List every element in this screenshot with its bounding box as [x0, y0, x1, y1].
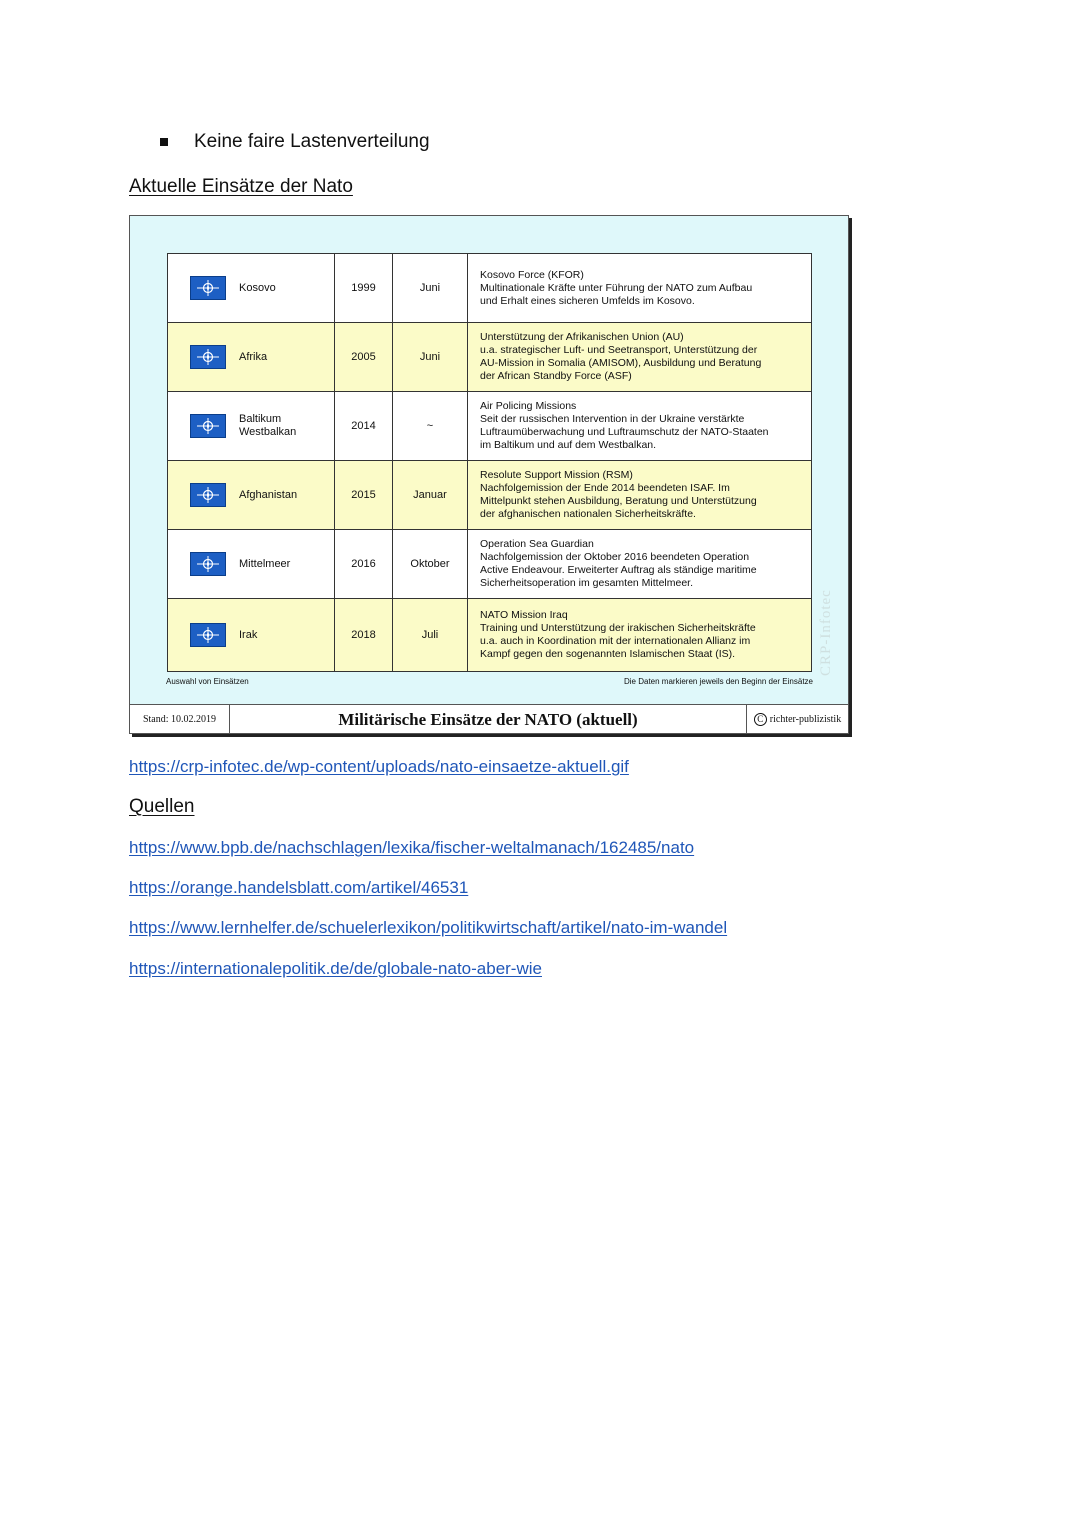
month-cell: Oktober [393, 530, 468, 599]
square-bullet-icon [160, 138, 168, 146]
missions-table [167, 253, 812, 672]
description-cell: Air Policing Missions Seit der russischen Intervention in der Ukraine verstärkte Luftraumüberwachung und Luftraumschutz der NATO-Staaten im Baltikum und auf dem Westbalkan. [468, 392, 812, 461]
figure-panel [130, 216, 848, 704]
figure-title: Militärische Einsätze der NATO (aktuell) [230, 705, 747, 734]
month-cell: Januar [393, 461, 468, 530]
copyright-icon: C [754, 713, 767, 726]
heading-sources: Quellen [129, 796, 195, 817]
copyright-label: C richter-publizistik [747, 705, 848, 734]
region-label: Mittelmeer [239, 557, 291, 570]
description-cell: Kosovo Force (KFOR) Multinationale Kräfte unter Führung der NATO zum Aufbau und Erhalt eines sicheren Umfelds im Kosovo. [468, 254, 812, 323]
region-label: Afghanistan [239, 488, 298, 501]
month-cell: Juni [393, 254, 468, 323]
year-cell: 2018 [335, 599, 393, 672]
nato-flag-icon [190, 276, 226, 300]
month-cell: Juli [393, 599, 468, 672]
watermark: CRP-Infotec [818, 589, 834, 676]
table-row [168, 254, 812, 323]
region-cell [168, 599, 335, 672]
figure-footer [130, 704, 848, 734]
region-label: Kosovo [239, 281, 276, 294]
region-cell [168, 323, 335, 392]
month-cell: ~ [393, 392, 468, 461]
nato-flag-icon [190, 345, 226, 369]
stand-date: Stand: 10.02.2019 [130, 705, 230, 734]
year-cell: 2005 [335, 323, 393, 392]
description-cell: Operation Sea Guardian Nachfolgemission der Oktober 2016 beendeten Operation Active Endeavour. Erweiterter Auftrag als ständige maritime Sicherheitsoperation im gesamten Mittelmeer. [468, 530, 812, 599]
table-row [168, 323, 812, 392]
nato-flag-icon [190, 483, 226, 507]
month-cell: Juni [393, 323, 468, 392]
source-link[interactable]: https://www.lernhelfer.de/schuelerlexikon/politikwirtschaft/artikel/nato-im-wandel [129, 918, 728, 937]
image-source-link[interactable]: https://crp-infotec.de/wp-content/uploads/nato-einsaetze-aktuell.gif [129, 757, 629, 776]
description-cell: Unterstützung der Afrikanischen Union (AU) u.a. strategischer Luft- und Seetransport, Unterstützung der AU-Mission in Somalia (AMISOM), Ausbildung und Beratung der African Standby Force (ASF) [468, 323, 812, 392]
selection-note: Auswahl von Einsätzen [166, 677, 249, 686]
region-cell [168, 254, 335, 323]
bullet-text: Keine faire Lastenverteilung [194, 131, 430, 152]
region-label: Irak [239, 628, 258, 641]
nato-flag-icon [190, 414, 226, 438]
description-cell: NATO Mission Iraq Training und Unterstützung der irakischen Sicherheitskräfte u.a. auch in Koordination mit der internationalen Allianz im Kampf gegen den sogenannten Islamischen Staat (IS). [468, 599, 812, 672]
region-label: Baltikum Westbalkan [239, 413, 297, 438]
nato-flag-icon [190, 623, 226, 647]
nato-missions-figure [129, 215, 849, 734]
table-row [168, 530, 812, 599]
bullet-item [160, 131, 430, 153]
description-cell: Resolute Support Mission (RSM) Nachfolgemission der Ende 2014 beendeten ISAF. Im Mittelpunkt stehen Ausbildung, Beratung und Unterstützung der afghanischen nationalen Sicherheitskräfte. [468, 461, 812, 530]
source-link[interactable]: https://orange.handelsblatt.com/artikel/46531 [129, 878, 469, 897]
dates-note: Die Daten markieren jeweils den Beginn der Einsätze [624, 677, 813, 686]
source-link[interactable]: https://www.bpb.de/nachschlagen/lexika/fischer-weltalmanach/162485/nato [129, 838, 695, 857]
region-cell [168, 392, 335, 461]
table-row [168, 392, 812, 461]
table-row [168, 599, 812, 672]
year-cell: 2016 [335, 530, 393, 599]
year-cell: 1999 [335, 254, 393, 323]
nato-flag-icon [190, 552, 226, 576]
source-link[interactable]: https://internationalepolitik.de/de/globale-nato-aber-wie [129, 959, 542, 978]
table-row [168, 461, 812, 530]
region-cell [168, 530, 335, 599]
year-cell: 2014 [335, 392, 393, 461]
year-cell: 2015 [335, 461, 393, 530]
heading-current-missions: Aktuelle Einsätze der Nato [129, 176, 353, 197]
region-cell [168, 461, 335, 530]
region-label: Afrika [239, 350, 268, 363]
